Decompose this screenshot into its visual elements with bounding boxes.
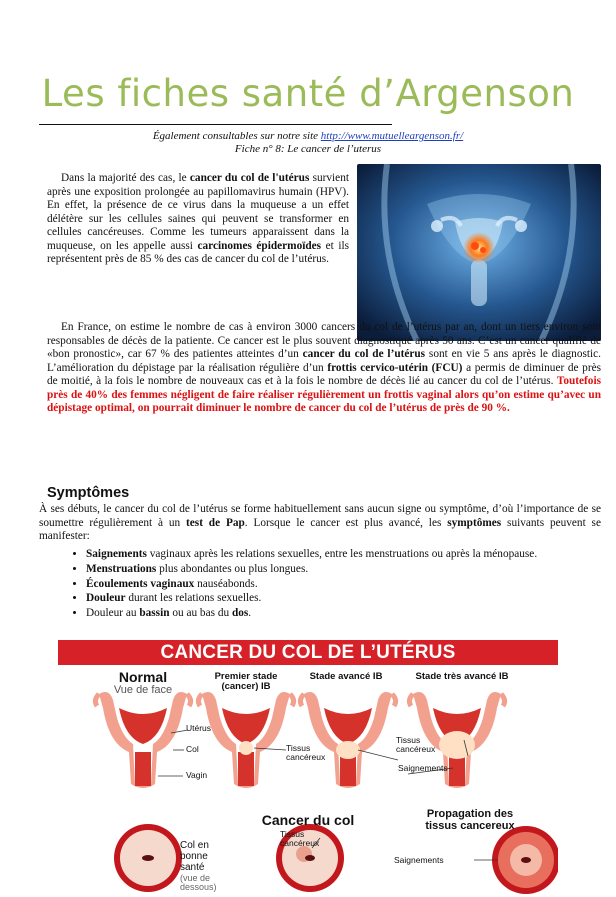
intro-paragraph-2: En France, on estime le nombre de cas à environ 3000 cancers du col de l’utérus par an, dont un tiers environ sont responsables de décès de la patiente. Ce cancer est le plus souvent diagnostiqué après 50 ans. C’est un cancer qualifié de «bon pronostic», car 67 % des patientes atteintes d’un cancer du col de l’utérus sont en vie 5 ans après le diagnostic. L’amélioration du dépistage par la réalisation régulière d’un frottis cervico-utérin (FCU) a permis de diminuer de près de moitié, à la fois le nombre de nouveaux cas et à la fois le nombre de décès lié au cancer du col de l’utérus. Toutefois près de 40% des femmes négligent de faire réaliser régulièrement un frottis vaginal alors qu’on estime qu’avec un dépistage optimal, on pourrait diminuer le nombre de cancer du col de l’utérus de près de 90 %. xyxy=(47,321,602,414)
site-line: Également consultables sur notre site http://www.mutuelleargenson.fr/ xyxy=(152,130,464,142)
vagin-label: Vagin xyxy=(186,770,208,780)
col-label: Col xyxy=(186,744,199,754)
uterus-diagrams xyxy=(58,640,558,897)
uterus-stage1 xyxy=(198,692,293,788)
infographic-banner: CANCER DU COL DE L’UTÉRUS xyxy=(58,640,558,665)
cancer-stages-infographic xyxy=(58,640,558,897)
uterus-anatomy-image xyxy=(357,164,601,341)
site-link[interactable]: http://www.mutuelleargenson.fr/ xyxy=(320,130,464,142)
tumor-stage1 xyxy=(239,741,253,755)
symptoms-list xyxy=(60,547,556,621)
symptoms-intro: À ses débuts, le cancer du col de l’utérus se forme habituellement sans aucun signe ou symptôme, d’où l’importance de se soumettre régulièrement à un test de Pap. Lorsque le cancer est plus avancé, les symptômes suivants peuvent se manifester: xyxy=(39,503,601,542)
tumor-stage2 xyxy=(336,741,360,759)
tumor-stage3 xyxy=(439,731,475,759)
uterus-label: Utérus xyxy=(186,723,212,733)
saignements-label-2: Saignements xyxy=(394,855,444,865)
normal-label: Normal xyxy=(118,669,168,685)
uterus-stage2 xyxy=(300,692,395,788)
list-item: • Saignements vaginaux après les relations sexuelles, entre les menstruations ou après la ménopause. xyxy=(86,547,556,562)
propagation-label: Propagation des tissus cancereux xyxy=(425,808,515,832)
tissus-label-3: Tissus cancéreux xyxy=(280,829,320,848)
fiche-subtitle: Fiche n° 8: Le cancer de l’uterus xyxy=(234,143,382,155)
stage1-label: Premier stade (cancer) IB xyxy=(214,671,278,692)
list-item: • Écoulements vaginaux nauséabonds. xyxy=(86,577,556,592)
page-title: Les fiches santé d’Argenson xyxy=(41,72,575,115)
symptoms-heading: Symptômes xyxy=(47,485,130,501)
tissus-label-2: Tissus cancéreux xyxy=(396,735,436,754)
title-rule xyxy=(39,124,392,125)
intro-paragraph-1: Dans la majorité des cas, le cancer du col de l'utérus survient après une exposition prolongée au papillomavirus humain (HPV). En effet, la présence de ce virus dans la muqueuse a un effet délétère sur les cellules saines qui peuvent se transformer en cellules cancéreuses. Comme les tumeurs apparaissent dans la muqueuse, on les appelle aussi carcinomes épidermoïdes et ils représentent près de 85 % des cas de cancer du col de l’utérus. xyxy=(47,172,350,265)
stage2-label: Stade avancé IB xyxy=(309,671,383,682)
list-item: • Douleur au bassin ou au bas du dos. xyxy=(86,606,556,621)
list-item: • Douleur durant les relations sexuelles. xyxy=(86,591,556,606)
vue-dessous-label: (vue de dessous) xyxy=(180,873,217,892)
warning-text: Toutefois près de 40% des femmes négligent de faire réaliser régulièrement un frottis vaginal alors qu’on estime qu’avec un dépistage optimal, on pourrait diminuer le nombre de cancer du col de l’utérus de près de 90 %. xyxy=(47,375,601,414)
uterus-normal xyxy=(95,692,190,788)
saignements-label-1: Saignements xyxy=(398,763,448,773)
cancer-du-col-label: Cancer du col xyxy=(261,812,355,828)
healthy-cervix-label: Col en bonne santé xyxy=(180,840,209,873)
list-item: • Menstruations plus abondantes ou plus longues. xyxy=(86,562,556,577)
tissus-label-1: Tissus cancéreux xyxy=(286,743,326,762)
stage3-label: Stade très avancé IB xyxy=(415,671,509,682)
normal-sub-label: Vue de face xyxy=(113,684,173,696)
